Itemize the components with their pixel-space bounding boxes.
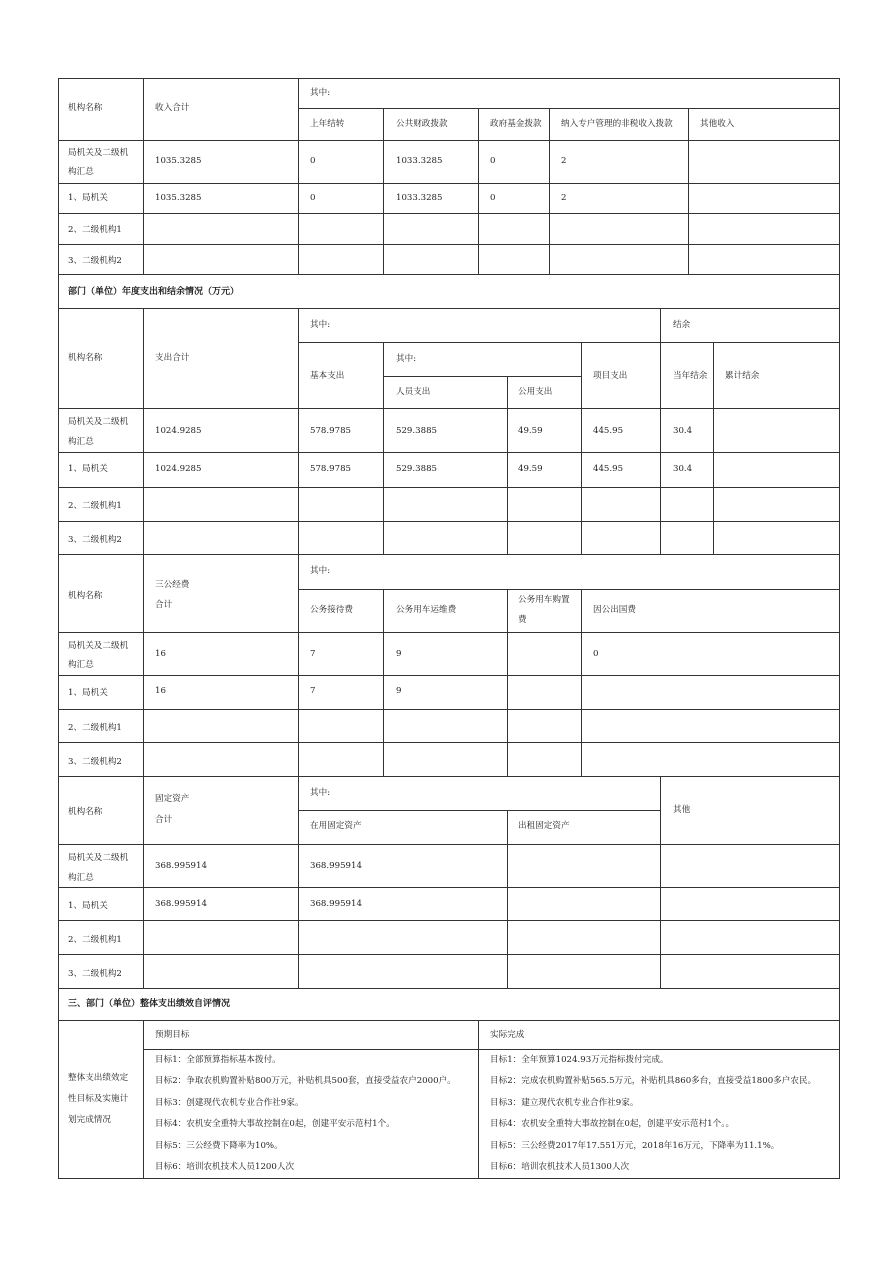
income-subheader: 其中: — [310, 88, 331, 98]
expense-cell: 578.9785 — [310, 426, 352, 436]
expense-surplus-cum-header: 累计结余 — [725, 371, 760, 381]
expense-cell: 445.95 — [593, 426, 624, 436]
performance-actual-header: 实际完成 — [490, 1030, 525, 1040]
table-border — [298, 776, 299, 989]
table-border — [581, 589, 582, 777]
table-border — [713, 342, 714, 555]
assets-row-summary-label2: 构汇总 — [68, 873, 94, 883]
income-fiscal-header: 公共财政拨款 — [396, 119, 448, 129]
assets-other-header: 其他 — [673, 805, 691, 815]
table-border — [58, 709, 840, 710]
table-border — [58, 183, 840, 184]
performance-left-label-2: 性目标及实施计 — [68, 1094, 129, 1104]
table-border — [58, 954, 840, 955]
table-border — [298, 554, 299, 777]
table-border — [383, 108, 384, 275]
table-border — [383, 376, 582, 377]
income-cell: 0 — [490, 156, 496, 166]
table-border — [143, 1020, 144, 1179]
expected-goal-item: 目标6：培训农机技术人员1200人次 — [155, 1162, 295, 1172]
table-border — [507, 810, 508, 989]
table-border — [660, 342, 840, 343]
table-border — [58, 244, 840, 245]
table-border — [581, 342, 582, 555]
assets-row-erji2-label: 3、二级机构2 — [68, 969, 122, 979]
sangong-vehicle-op-header: 公务用车运维费 — [396, 605, 457, 615]
income-cell: 1035.3285 — [155, 156, 202, 166]
table-border — [58, 675, 840, 676]
sangong-row-summary-label2: 构汇总 — [68, 660, 94, 670]
sangong-vehicle-buy-header: 公务用车购置 — [518, 595, 570, 605]
expense-cell: 30.4 — [673, 426, 693, 436]
performance-left-label-1: 整体支出绩效定 — [68, 1073, 129, 1083]
expense-cell: 445.95 — [593, 464, 624, 474]
expense-row-erji1-label: 2、二级机构1 — [68, 501, 122, 511]
assets-row-summary-label: 局机关及二级机 — [68, 853, 129, 863]
table-border — [143, 776, 144, 989]
expense-row-summary-label: 局机关及二级机 — [68, 417, 129, 427]
expected-goal-item: 目标4：农机安全重特大事故控制在0起，创建平安示范村1个。 — [155, 1119, 395, 1130]
assets-total-header2: 合计 — [155, 815, 173, 825]
sangong-row-erji1-label: 2、二级机构1 — [68, 723, 122, 733]
table-border — [58, 140, 840, 141]
sangong-total-header: 三公经费 — [155, 580, 190, 590]
table-border — [507, 376, 508, 555]
table-border — [143, 308, 144, 555]
expected-goal-item: 目标3：创建现代农机专业合作社9家。 — [155, 1097, 304, 1108]
expense-surplus-header: 结余 — [673, 320, 691, 330]
actual-result-item: 目标3：建立现代农机专业合作社9家。 — [490, 1097, 639, 1108]
income-cell: 0 — [490, 193, 496, 203]
actual-result-item: 目标4：农机安全重特大事故控制在0起，创建平安示范村1个。。 — [490, 1119, 735, 1130]
table-border — [383, 342, 384, 555]
assets-org-header: 机构名称 — [68, 807, 103, 817]
table-border — [660, 776, 661, 989]
expense-personnel-header: 人员支出 — [396, 387, 431, 397]
income-cell: 1033.3285 — [396, 193, 443, 203]
section-divider — [58, 988, 840, 989]
income-fund-header: 政府基金拨款 — [490, 119, 542, 129]
income-row-summary-label2: 构汇总 — [68, 167, 94, 177]
income-cell: 2 — [561, 193, 567, 203]
income-org-header: 机构名称 — [68, 103, 103, 113]
performance-left-label-3: 划完成情况 — [68, 1115, 111, 1125]
table-border — [298, 342, 661, 343]
table-border — [143, 554, 144, 777]
sangong-org-header: 机构名称 — [68, 591, 103, 601]
table-border — [383, 589, 384, 777]
assets-cell: 368.995914 — [310, 861, 362, 871]
section-divider — [58, 274, 840, 275]
assets-row-erji1-label: 2、二级机构1 — [68, 935, 122, 945]
table-border — [58, 844, 840, 845]
section-divider — [58, 1020, 840, 1021]
expense-total-header: 支出合计 — [155, 353, 190, 363]
section-divider — [58, 776, 840, 777]
sangong-cell: 16 — [155, 686, 166, 696]
table-border — [688, 108, 689, 275]
expense-org-header: 机构名称 — [68, 353, 103, 363]
expected-goal-item: 目标1：全部预算指标基本拨付。 — [155, 1055, 281, 1065]
sangong-cell: 7 — [310, 686, 316, 696]
sangong-vehicle-buy-header2: 费 — [518, 615, 527, 625]
table-border — [58, 452, 840, 453]
table-border — [507, 589, 508, 777]
expense-cell: 30.4 — [673, 464, 693, 474]
expense-section-title: 部门（单位）年度支出和结余情况（万元） — [68, 287, 240, 297]
income-cell: 0 — [310, 193, 316, 203]
table-border — [58, 887, 840, 888]
income-row-erji1-label: 2、二级机构1 — [68, 225, 122, 235]
income-row-summary-label: 局机关及二级机 — [68, 148, 129, 158]
income-total-header: 收入合计 — [155, 103, 190, 113]
income-cell: 1035.3285 — [155, 193, 202, 203]
expense-row-summary-label2: 构汇总 — [68, 437, 94, 447]
sangong-reception-header: 公务接待费 — [310, 605, 353, 615]
actual-result-item: 目标6：培训农机技术人员1300人次 — [490, 1162, 630, 1172]
sangong-cell: 0 — [593, 649, 599, 659]
table-border — [298, 308, 299, 555]
expense-cell: 49.59 — [518, 426, 543, 436]
income-row-juji-label: 1、局机关 — [68, 193, 108, 203]
sangong-subheader: 其中: — [310, 566, 331, 576]
sangong-cell: 7 — [310, 649, 316, 659]
income-cell: 2 — [561, 156, 567, 166]
sangong-row-summary-label: 局机关及二级机 — [68, 641, 129, 651]
table-border — [298, 78, 299, 275]
table-border — [478, 108, 479, 275]
sangong-cell: 9 — [396, 686, 402, 696]
expense-public-header: 公用支出 — [518, 387, 553, 397]
actual-result-item: 目标1：全年预算1024.93万元指标拨付完成。 — [490, 1055, 669, 1065]
assets-inuse-header: 在用固定资产 — [310, 821, 362, 831]
actual-result-item: 目标5：三公经费2017年17.551万元，2018年16万元，下降率为11.1%。 — [490, 1140, 780, 1151]
expense-surplus-year-header: 当年结余 — [673, 371, 708, 381]
assets-leased-header: 出租固定资产 — [518, 821, 570, 831]
income-row-erji2-label: 3、二级机构2 — [68, 256, 122, 266]
expense-cell: 529.3885 — [396, 464, 438, 474]
income-carryover-header: 上年结转 — [310, 119, 345, 129]
table-bottom-border — [58, 1178, 840, 1179]
actual-result-item: 目标2：完成农机购置补贴565.5万元，补贴机具860多台，直接受益1800多户农民。 — [490, 1076, 817, 1087]
assets-row-juji-label: 1、局机关 — [68, 901, 108, 911]
income-nontax-header: 纳入专户管理的非税收入拨款 — [561, 119, 673, 129]
assets-total-header: 固定资产 — [155, 794, 190, 804]
expense-cell: 529.3885 — [396, 426, 438, 436]
sangong-cell: 9 — [396, 649, 402, 659]
sangong-abroad-header: 因公出国费 — [593, 605, 636, 615]
expense-row-juji-label: 1、局机关 — [68, 464, 108, 474]
expense-cell: 578.9785 — [310, 464, 352, 474]
assets-subheader: 其中: — [310, 788, 331, 798]
table-top-border — [58, 78, 840, 79]
table-border — [58, 920, 840, 921]
expense-basic-subheader: 其中: — [396, 354, 417, 364]
sangong-total-header2: 合计 — [155, 600, 173, 610]
performance-section-title: 三、部门（单位）整体支出绩效自评情况 — [68, 999, 231, 1009]
sangong-cell: 16 — [155, 649, 166, 659]
expense-row-erji2-label: 3、二级机构2 — [68, 535, 122, 545]
expense-basic-header: 基本支出 — [310, 371, 345, 381]
assets-cell: 368.995914 — [155, 899, 207, 909]
sangong-row-juji-label: 1、局机关 — [68, 688, 108, 698]
table-border — [58, 408, 840, 409]
table-border — [58, 521, 840, 522]
expected-goal-item: 目标2：争取农机购置补贴800万元，补贴机具500套，直接受益农户2000户。 — [155, 1076, 456, 1087]
table-border — [298, 108, 840, 109]
table-border — [298, 810, 661, 811]
expense-cell: 49.59 — [518, 464, 543, 474]
expense-cell: 1024.9285 — [155, 464, 202, 474]
table-border — [660, 308, 661, 555]
table-border — [58, 632, 840, 633]
section-divider — [58, 308, 840, 309]
table-border — [58, 742, 840, 743]
income-cell: 1033.3285 — [396, 156, 443, 166]
assets-cell: 368.995914 — [155, 861, 207, 871]
expense-subheader: 其中: — [310, 320, 331, 330]
table-border — [58, 213, 840, 214]
table-border — [478, 1020, 479, 1179]
section-divider — [58, 554, 840, 555]
table-border — [143, 78, 144, 275]
expected-goal-item: 目标5：三公经费下降率为10%。 — [155, 1140, 283, 1151]
performance-expected-header: 预期目标 — [155, 1030, 190, 1040]
sangong-row-erji2-label: 3、二级机构2 — [68, 757, 122, 767]
income-cell: 0 — [310, 156, 316, 166]
expense-cell: 1024.9285 — [155, 426, 202, 436]
assets-cell: 368.995914 — [310, 899, 362, 909]
income-other-header: 其他收入 — [700, 119, 735, 129]
table-border — [58, 487, 840, 488]
table-border — [549, 108, 550, 275]
expense-project-header: 项目支出 — [593, 371, 628, 381]
